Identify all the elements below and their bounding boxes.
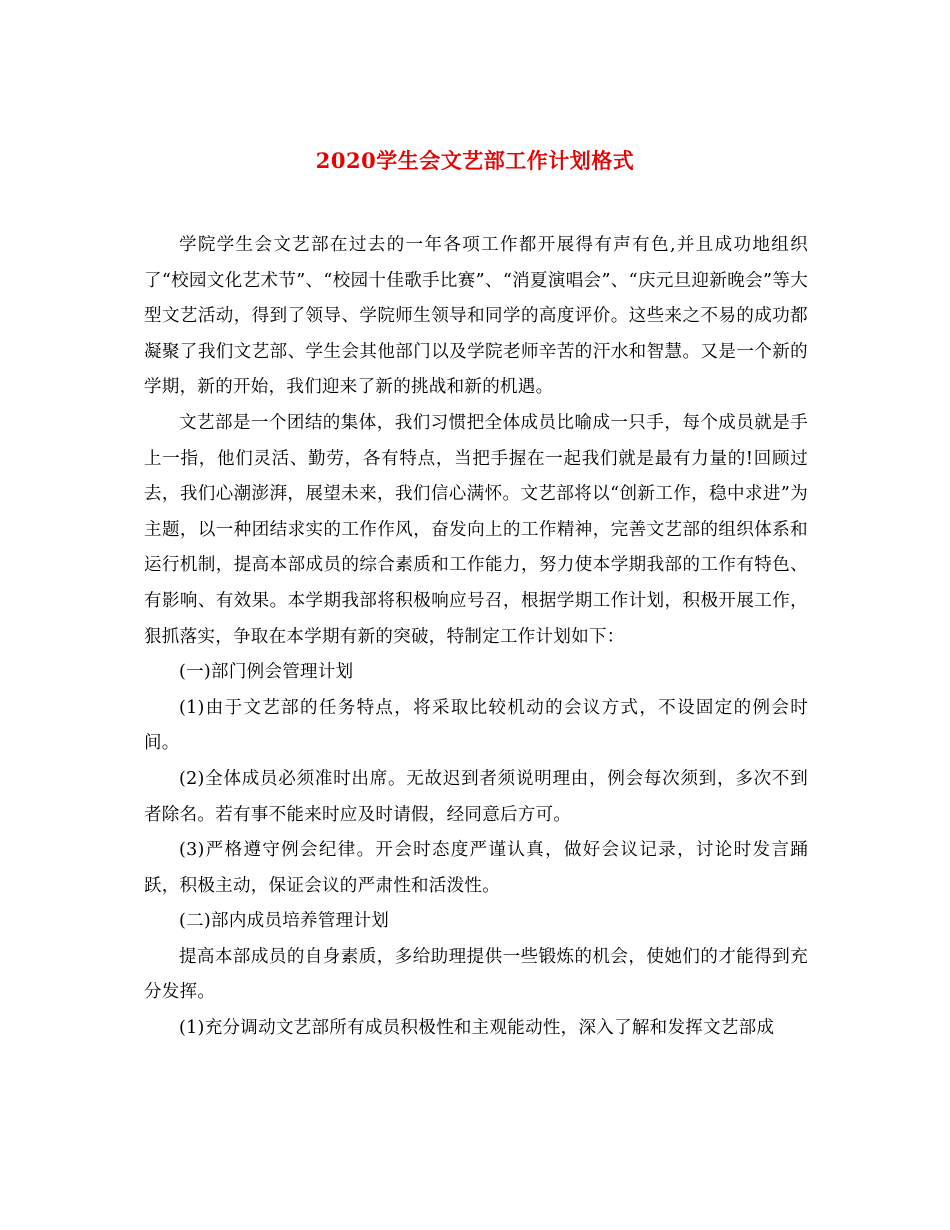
list-item-meeting-2: (2)全体成员必须准时出席。无故迟到者须说明理由，例会每次须到，多次不到者除名。若有事不能来时应及时请假，经同意后方可。 <box>144 768 808 825</box>
paragraph-department-overview: 文艺部是一个团结的集体，我们习惯把全体成员比喻成一只手，每个成员就是手上一指，他们灵活、勤劳，各有特点，当把手握在一起我们就是最有力量的!回顾过去，我们心潮澎湃，展望未来，我们信心满怀。文艺部将以“创新工作，稳中求进”为主题，以一种团结求实的工作作风，奋发向上的工作精神，完善文艺部的组织体系和运行机制，提高本部成员的综合素质和工作能力，努力使本学期我部的工作有特色、有影响、有效果。本学期我部将积极响应号召，根据学期工作计划，积极开展工作，狠抓落实，争取在本学期有新的突破，特制定工作计划如下： <box>144 412 808 647</box>
list-item-meeting-3: (3)严格遵守例会纪律。开会时态度严谨认真，做好会议记录，讨论时发言踊跃，积极主动，保证会议的严肃性和活泼性。 <box>144 840 808 896</box>
document-body <box>144 228 808 1047</box>
paragraph-intro: 学院学生会文艺部在过去的一年各项工作都开展得有声有色,并且成功地组织了“校园文化艺术节”、“校园十佳歌手比赛”、“消夏演唱会”、“庆元旦迎新晚会”等大型文艺活动，得到了领导、学院师生领导和同学的高度评价。这些来之不易的成功都凝聚了我们文艺部、学生会其他部门以及学院老师辛苦的汗水和智慧。又是一个新的学期，新的开始，我们迎来了新的挑战和新的机遇。 <box>144 235 808 398</box>
list-item-meeting-1: (1)由于文艺部的任务特点，将采取比较机动的会议方式，不设固定的例会时间。 <box>144 697 808 754</box>
section-heading-meeting-plan: (一)部门例会管理计划 <box>179 662 354 683</box>
paragraph-member-training: 提高本部成员的自身素质，多给助理提供一些锻炼的机会，使她们的才能得到充分发挥。 <box>144 946 808 1003</box>
document-title: 2020学生会文艺部工作计划格式 <box>315 148 635 173</box>
section-heading-member-training: (二)部内成员培养管理计划 <box>179 911 390 932</box>
list-item-training-1: (1)充分调动文艺部所有成员积极性和主观能动性，深入了解和发挥文艺部成 <box>179 1018 775 1039</box>
